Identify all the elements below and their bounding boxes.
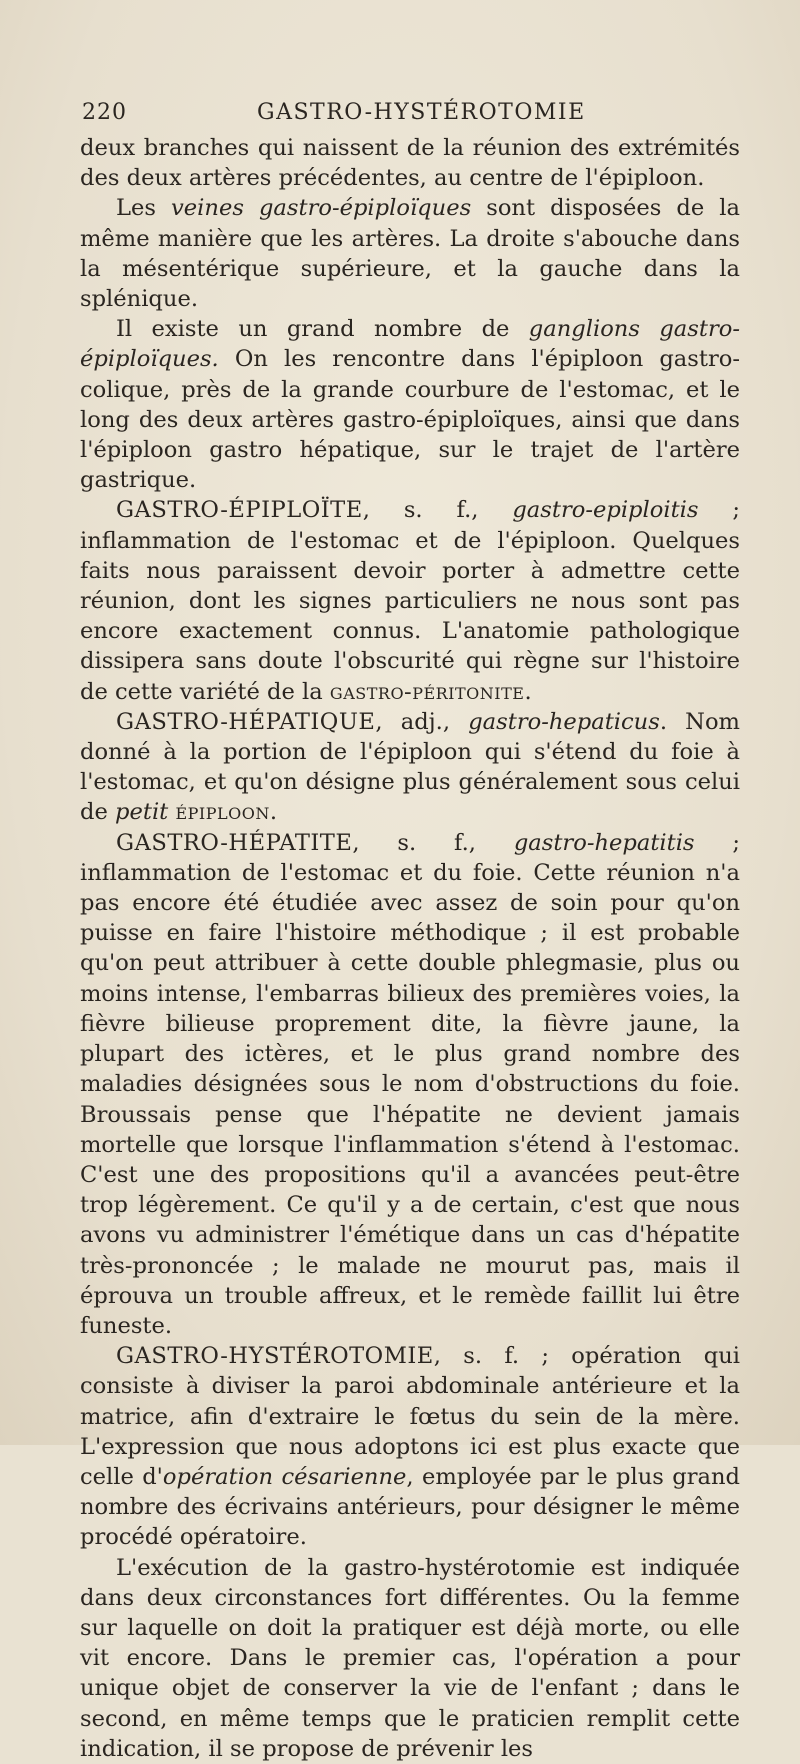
latin-term: gastro-hepaticus — [468, 708, 660, 735]
italic-term: ganglions gastro-épiploïques. — [80, 316, 740, 373]
paragraph-veines — [80, 193, 740, 314]
entry-gastro-hepatique — [80, 707, 740, 828]
text-run: . — [269, 799, 278, 826]
latin-term: gastro-epiploitis — [512, 497, 699, 524]
entry-headword: GASTRO-HÉPATIQUE — [116, 708, 376, 735]
text-run: ; inflammation de l'estomac et du foie. Cette réunion n'a pas encore été étudiée avec assez de soin pour qu'on puisse en faire l'histoire méthodique ; il est probable qu'on peut attribuer à cette double phlegmasie, plus ou moins intense, l'embarras bilieux des premières voies, la fièvre bilieuse proprement dite, la fièvre jaune, la plupart des ictères, et le plus grand nombre des maladies désignées sous le nom d'obstructions du foie. Broussais pense que l'hépatite ne devient jamais mortelle que lorsque l'inflammation s'étend à l'estomac. C'est une des propositions qu'il a avancées peut-être trop légèrement. Ce qu'il y a de certain, c'est que nous avons vu administrer l'émétique dans un cas d'hépatite très-prononcée ; le malade ne mourut pas, mais il éprouva un trouble affreux, et le remède faillit lui être funeste. — [80, 829, 740, 1339]
text-run: , adj., — [375, 708, 469, 735]
paragraph-continuation — [80, 133, 740, 193]
text-run: Les — [116, 195, 172, 222]
entry-headword: GASTRO-ÉPIPLOÏTE — [116, 497, 363, 524]
paragraph-text: L'exécution de la gastro-hystérotomie est indiquée dans deux circonstances fort différentes. Ou la femme sur laquelle on doit la pratiquer est déjà morte, ou elle vit encore. Dans le premier cas, l'opération a pour unique objet de conserver la vie de l'enfant ; dans le second, en même temps que le praticien remplit cette indication, il se propose de prévenir les — [80, 1554, 740, 1762]
running-title: GASTRO-HYSTÉROTOMIE — [257, 100, 586, 125]
body-text — [80, 133, 740, 1764]
cross-reference: gastro-péritonite — [329, 678, 525, 705]
text-run: , s. f., — [352, 829, 514, 856]
paragraph-text: deux branches qui naissent de la réunion des extrémités des deux artères précédentes, au centre de l'épiploon. — [80, 135, 740, 192]
text-run: Il existe un grand nombre de — [116, 316, 529, 343]
text-run: . Nom donné à la portion de l'épiploon qui s'étend du foie à l'estomac, et qu'on désigne plus généralement sous celui de — [80, 708, 740, 826]
entry-gastro-epiploite — [80, 495, 740, 706]
text-run: , s. f. ; opération qui consiste à diviser la paroi abdominale antérieure et la matrice, afin d'extraire le fœtus du sein de la mère. L'expression que nous adoptons ici est plus exacte que celle d' — [80, 1343, 740, 1490]
entry-headword: GASTRO-HÉPATITE — [116, 829, 353, 856]
italic-term: opération césarienne — [162, 1463, 407, 1490]
text-run: ; inflammation de l'estomac et de l'épiploon. Quelques faits nous paraissent devoir porter à admettre cette réunion, dont les signes particuliers ne nous sont pas encore exactement connus. L'anatomie pathologique dissipera sans doute l'obscurité qui règne sur l'histoire de cette variété de la — [80, 497, 740, 705]
text-run: On les rencontre dans l'épiploon gastro-colique, près de la grande courbure de l'estomac, et le long des deux artères gastro-épiploïques, ainsi que dans l'épiploon gastro hépatique, sur le trajet de l'artère gastrique. — [80, 346, 740, 494]
text-run: . — [524, 678, 532, 705]
entry-headword: GASTRO-HYSTÉROTOMIE — [116, 1343, 434, 1370]
entry-gastro-hysterotomie — [80, 1341, 740, 1552]
paragraph-ganglions — [80, 314, 740, 495]
entry-gastro-hepatite — [80, 828, 740, 1341]
running-head — [82, 100, 722, 132]
paragraph-execution — [80, 1553, 740, 1764]
italic-term: veines gastro-épiploïques — [171, 195, 472, 222]
page-number: 220 — [82, 100, 127, 125]
text-run: sont disposées de la même manière que les artères. La droite s'abouche dans la mésentérique supérieure, et la gauche dans la splénique. — [80, 195, 741, 313]
text-run: , s. f., — [362, 497, 513, 524]
italic-term: petit — [115, 799, 169, 826]
latin-term: gastro-hepatitis — [513, 829, 695, 856]
text-run: , employée par le plus grand nombre des écrivains antérieurs, pour désigner le même procédé opératoire. — [80, 1463, 740, 1551]
cross-reference: épiploon — [175, 799, 270, 826]
